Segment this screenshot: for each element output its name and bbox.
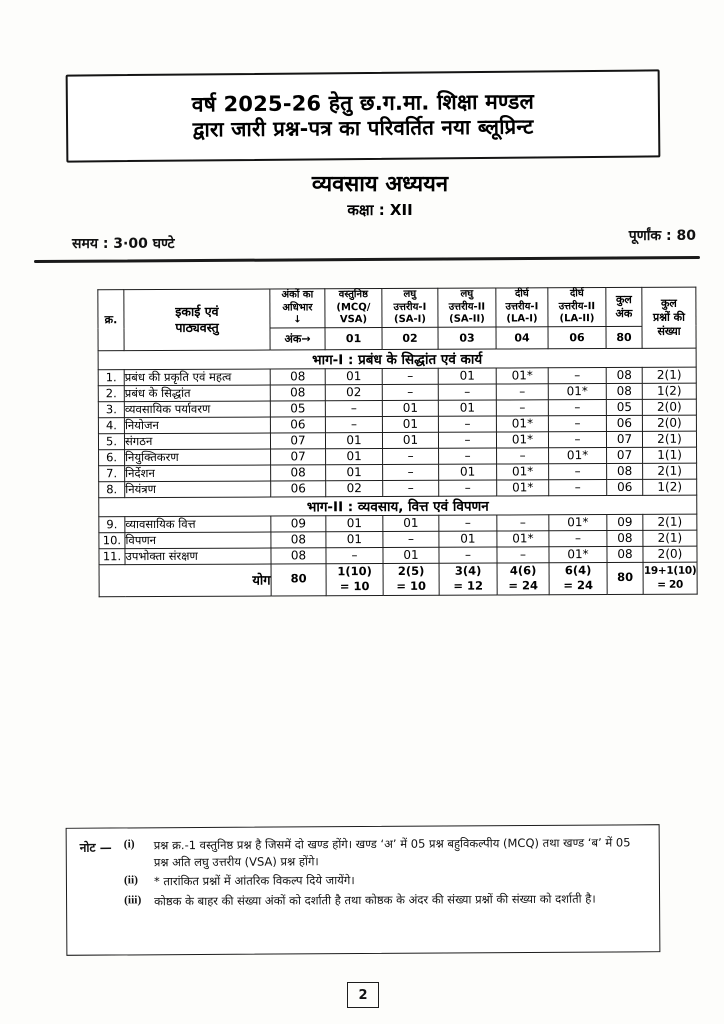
cell-total-marks: 08	[607, 546, 643, 562]
cell-la1: –	[497, 546, 549, 562]
row-serial: 8.	[99, 481, 125, 497]
cell-weight: 07	[270, 432, 325, 448]
th-sa1	[382, 288, 438, 327]
table-header-row	[98, 287, 696, 328]
cell-mcq: 01	[326, 531, 383, 547]
total-sa1	[383, 563, 439, 595]
note-item	[80, 890, 648, 910]
cell-total-marks: 09	[607, 514, 643, 530]
cell-total-questions: 1(2)	[643, 479, 697, 495]
th-unit	[124, 289, 270, 350]
cell-total-questions: 2(1)	[643, 530, 697, 546]
cell-mcq: 01	[326, 448, 383, 464]
ank-arrow-label: अंक→	[270, 327, 325, 349]
total-la1-line1: 4(6)	[509, 562, 537, 577]
th-total-marks-line2: अंक	[615, 306, 633, 320]
row-serial: 4.	[98, 417, 124, 433]
note-item	[80, 834, 648, 871]
note-spacer	[80, 874, 124, 875]
cell-mcq: –	[326, 547, 383, 563]
total-row	[99, 562, 697, 597]
note-spacer	[80, 893, 124, 894]
th-sa2-line3: (SA-II)	[449, 313, 485, 325]
note-number: (ii)	[123, 874, 139, 887]
cell-weight: 08	[271, 464, 326, 480]
cell-mcq: 01	[325, 368, 382, 384]
cell-total-marks: 06	[606, 415, 642, 431]
marks-total: 80	[606, 326, 642, 348]
row-unit-name: प्रबंध की प्रकृति एवं महत्व	[124, 369, 270, 386]
cell-total-questions: 1(1)	[643, 447, 697, 463]
cell-la1: –	[497, 514, 549, 530]
total-sa2-line1: 3(4)	[454, 563, 482, 578]
note-number: (iii)	[124, 894, 142, 907]
cell-weight: 08	[271, 547, 326, 563]
class-label: कक्षा : XII	[347, 201, 413, 219]
cell-mcq: 01	[326, 515, 383, 531]
section-1-rows	[98, 367, 697, 498]
th-mcq-line3: VSA)	[339, 314, 368, 326]
cell-la2: –	[548, 367, 606, 383]
row-unit-name: नियोजन	[124, 417, 270, 434]
cell-weight: 09	[271, 515, 326, 531]
note-text: प्रश्न क्र.-1 वस्तुनिष्ठ प्रश्न है जिसमें दो खण्ड होंगे। खण्ड ‘अ’ में 05 प्रश्न बहुविकल्पीय (MCQ) तथा खण्ड ‘ब’ में 05 प्रश्न अति लघु उत्तरीय (VSA) प्रश्न होंगे।	[153, 835, 631, 869]
cell-la2: –	[548, 399, 606, 415]
cell-sa1: –	[382, 384, 438, 400]
cell-weight: 08	[270, 368, 325, 384]
th-la2-line2: उत्तरीय-II	[558, 300, 596, 312]
cell-total-marks: 08	[607, 463, 643, 479]
th-la2-line1: दीर्घ	[569, 288, 584, 300]
th-sa1-line2: उत्तरीय-I	[393, 301, 427, 313]
cell-sa1: –	[383, 480, 439, 496]
cell-sa1: –	[383, 464, 439, 480]
cell-sa1: 01	[383, 547, 439, 563]
cell-sa2: –	[439, 547, 497, 563]
cell-la2: 01*	[549, 514, 607, 530]
section-2-rows	[99, 514, 697, 565]
total-total-questions	[643, 562, 697, 594]
cell-weight: 07	[271, 448, 326, 464]
row-unit-name: नियंत्रण	[125, 481, 271, 498]
cell-total-marks: 06	[607, 479, 643, 495]
row-unit-name: व्यवसायिक पर्यावरण	[124, 401, 270, 418]
cell-la1: 01*	[496, 415, 548, 431]
blueprint-table-wrapper	[97, 287, 697, 597]
cell-sa2: –	[438, 384, 496, 400]
cell-total-marks: 08	[606, 383, 642, 399]
cell-la2: –	[549, 530, 607, 546]
total-label: योग	[99, 564, 271, 597]
cell-la2: –	[548, 415, 606, 431]
cell-sa2: –	[439, 515, 497, 531]
banner-line-2: द्वारा जारी प्रश्न-पत्र का परिवर्तित नया ब्लूप्रिन्ट	[192, 114, 534, 142]
th-sa2-line2: उत्तरीय-II	[448, 301, 486, 313]
row-unit-name: संगठन	[124, 433, 270, 450]
th-serial: क्र.	[98, 290, 124, 351]
cell-sa2: –	[439, 480, 497, 496]
cell-la1: –	[496, 399, 548, 415]
total-total-marks: 80	[607, 562, 643, 594]
note-text: कोष्ठक के बाहर की संख्या अंकों को दर्शाती है तथा कोष्ठक के अंदर की संख्या प्रश्नों की संख्या को दर्शाती है।	[154, 891, 596, 909]
cell-la1: 01*	[496, 367, 548, 383]
cell-mcq: 02	[325, 384, 382, 400]
cell-total-marks: 08	[607, 530, 643, 546]
cell-total-questions: 2(0)	[643, 546, 697, 562]
th-total-questions	[642, 287, 696, 348]
row-serial: 7.	[99, 465, 125, 481]
cell-sa2: 01	[439, 464, 497, 480]
th-la2-line3: (LA-II)	[559, 313, 595, 325]
th-mcq-line1: वस्तुनिष्ठ	[338, 289, 368, 301]
th-sa2-line1: लघु	[460, 288, 474, 300]
cell-total-marks: 07	[607, 447, 643, 463]
cell-sa1: –	[383, 531, 439, 547]
cell-sa1: 01	[382, 400, 438, 416]
th-total-marks	[606, 287, 642, 326]
cell-total-questions: 2(0)	[642, 415, 696, 431]
total-sa2	[439, 563, 497, 595]
total-mcq-line2: = 10	[339, 579, 370, 594]
cell-total-questions: 2(0)	[642, 399, 696, 415]
cell-weight: 06	[270, 416, 325, 432]
th-sa2	[438, 288, 496, 327]
cell-total-marks: 05	[606, 399, 642, 415]
banner-line-1: वर्ष 2025-26 हेतु छ.ग.मा. शिक्षा मण्डल	[191, 89, 535, 117]
marks-la2: 06	[548, 326, 606, 348]
subject-title: व्यवसाय अध्ययन	[311, 172, 449, 197]
cell-weight: 05	[270, 400, 325, 416]
down-arrow-icon: ↓	[293, 314, 302, 326]
th-la1-line3: (LA-I)	[506, 313, 538, 325]
th-weight	[270, 289, 325, 328]
cell-mcq: 01	[325, 432, 382, 448]
cell-total-questions: 2(1)	[643, 463, 697, 479]
cell-mcq: 02	[326, 480, 383, 496]
th-sa1-line1: लघु	[403, 288, 417, 300]
total-sa1-line2: = 10	[396, 578, 426, 593]
note-item	[80, 871, 648, 891]
th-la1-line2: उत्तरीय-I	[505, 300, 539, 312]
cell-sa1: –	[383, 448, 439, 464]
total-mcq-line1: 1(10)	[337, 563, 372, 578]
row-serial: 6.	[99, 449, 125, 465]
total-la2-line2: = 24	[563, 578, 593, 593]
total-sa1-line1: 2(5)	[397, 563, 425, 578]
cell-weight: 06	[271, 480, 326, 496]
cell-sa1: 01	[382, 432, 438, 448]
cell-la1: 01*	[496, 431, 548, 447]
total-la2-line1: 6(4)	[564, 562, 592, 577]
cell-la1: 01*	[497, 463, 549, 479]
th-total-marks-line1: कुल	[615, 292, 632, 306]
th-total-q-line3: संख्या	[657, 324, 681, 338]
cell-total-questions: 2(1)	[643, 514, 697, 530]
row-serial: 2.	[98, 385, 124, 401]
th-weight-line1: अंकों का	[281, 289, 314, 301]
th-la2	[548, 288, 606, 327]
marks-sa1: 02	[382, 327, 438, 349]
th-la1-line1: दीर्घ	[514, 288, 529, 300]
cell-weight: 08	[271, 531, 326, 547]
cell-sa2: 01	[438, 400, 496, 416]
row-serial: 9.	[99, 516, 125, 532]
cell-weight: 08	[270, 384, 325, 400]
cell-la1: 01*	[497, 530, 549, 546]
row-unit-name: व्यावसायिक वित्त	[125, 516, 271, 533]
cell-la2: –	[548, 431, 606, 447]
total-q-line2: = 20	[657, 578, 684, 591]
total-weight: 80	[271, 563, 326, 595]
cell-la2: –	[549, 479, 607, 495]
row-unit-name: विपणन	[125, 532, 271, 549]
cell-total-questions: 1(2)	[642, 383, 696, 399]
marks-mcq: 01	[325, 327, 382, 349]
blueprint-table	[97, 287, 697, 597]
cell-total-questions: 2(1)	[642, 431, 696, 447]
title-banner	[66, 69, 661, 162]
cell-la2: 01*	[549, 447, 607, 463]
max-marks: पूर्णांक : 80	[628, 228, 696, 244]
cell-la1: 01*	[497, 479, 549, 495]
note-number: (i)	[123, 838, 135, 851]
total-la1	[497, 562, 549, 594]
th-weight-line2: अधिभार	[282, 301, 313, 313]
page-number: 2	[347, 982, 379, 1008]
th-la1	[496, 288, 548, 327]
th-mcq	[325, 289, 382, 328]
cell-total-marks: 08	[606, 367, 642, 383]
th-mcq-line2: (MCQ/	[336, 301, 371, 313]
th-unit-line2: पाठ्यवस्तु	[175, 319, 219, 335]
row-unit-name: प्रबंध के सिद्धांत	[124, 385, 270, 402]
th-sa1-line3: (SA-I)	[393, 313, 426, 325]
total-la1-line2: = 24	[508, 578, 538, 593]
notes-lead-label: नोट —	[79, 840, 112, 855]
exam-time: समय : 3·00 घण्टे	[72, 236, 175, 252]
cell-mcq: –	[325, 416, 382, 432]
section-header-row-1	[98, 348, 696, 370]
cell-la1: –	[496, 383, 548, 399]
row-serial: 3.	[98, 401, 124, 417]
row-unit-name: नियुक्तिकरण	[125, 449, 271, 466]
row-serial: 5.	[98, 433, 124, 449]
cell-la2: 01*	[548, 383, 606, 399]
cell-sa1: 01	[382, 416, 438, 432]
cell-sa1: –	[382, 368, 438, 384]
section-title-2: भाग-II : व्यवसाय, वित्त एवं विपणन	[99, 495, 697, 517]
total-la2	[549, 562, 607, 594]
cell-total-questions: 2(1)	[642, 367, 696, 383]
cell-la1: –	[497, 447, 549, 463]
total-q-line1: 19+1(10)	[643, 564, 697, 577]
cell-sa1: 01	[383, 515, 439, 531]
row-serial: 1.	[98, 369, 124, 385]
cell-sa2: –	[439, 448, 497, 464]
notes-box	[66, 824, 661, 956]
marks-la1: 04	[496, 326, 548, 348]
cell-mcq: 01	[326, 464, 383, 480]
row-serial: 10.	[99, 532, 125, 548]
marks-sa2: 03	[438, 327, 496, 349]
section-header-row-2	[99, 495, 697, 517]
row-unit-name: निर्देशन	[125, 465, 271, 482]
row-serial: 11.	[99, 548, 125, 564]
cell-sa2: –	[438, 416, 496, 432]
th-total-q-line2: प्रश्नों की	[652, 310, 685, 324]
section-title-1: भाग-I : प्रबंध के सिद्धांत एवं कार्य	[98, 348, 696, 370]
cell-sa2: 01	[438, 368, 496, 384]
total-sa2-line2: = 12	[453, 578, 483, 593]
th-total-q-line1: कुल	[660, 296, 677, 310]
th-unit-line1: इकाई एवं	[175, 303, 219, 320]
note-text: * तारांकित प्रश्नों में आंतरिक विकल्प दिये जायेंगे।	[153, 873, 355, 889]
cell-total-marks: 07	[606, 431, 642, 447]
cell-sa2: 01	[439, 531, 497, 547]
row-unit-name: उपभोक्ता संरक्षण	[125, 548, 271, 565]
cell-mcq: –	[325, 400, 382, 416]
cell-sa2: –	[438, 432, 496, 448]
cell-la2: –	[549, 463, 607, 479]
total-mcq	[326, 563, 383, 595]
header-divider-rule	[34, 256, 700, 263]
cell-la2: 01*	[549, 546, 607, 562]
